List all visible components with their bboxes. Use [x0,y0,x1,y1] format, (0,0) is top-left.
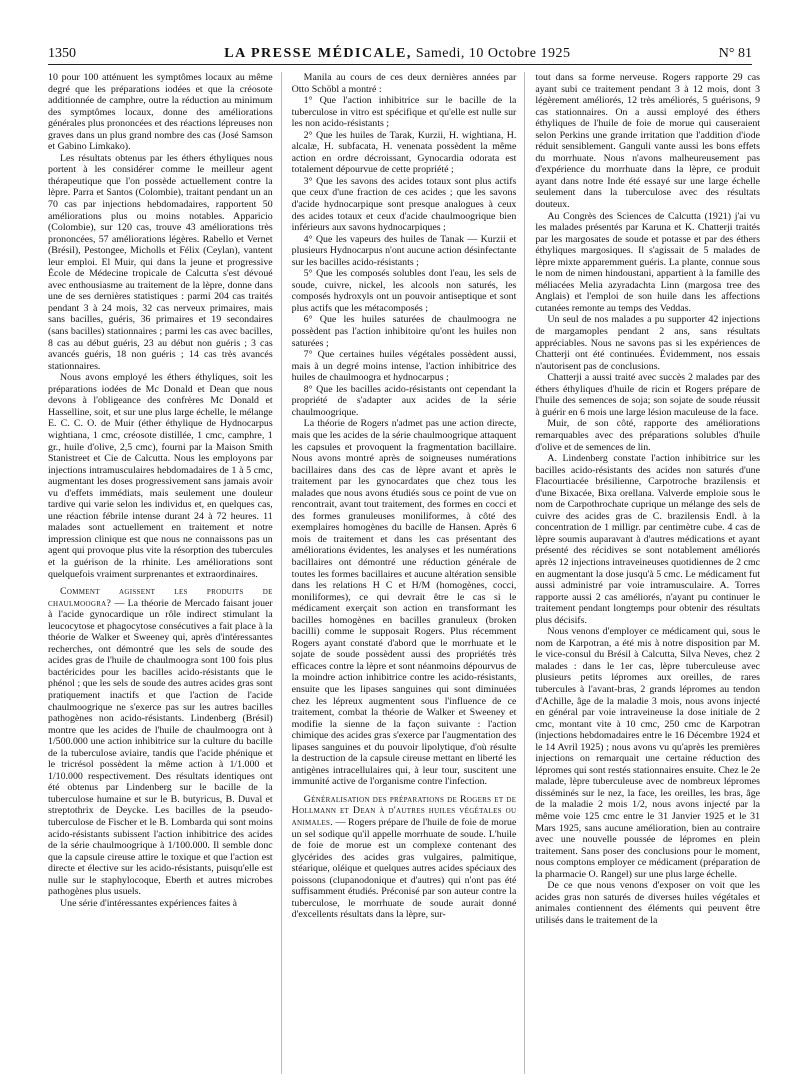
list-item: 8° Que les bacilles acido-résistants ont cependant la propriété de s'adapter aux acides de la série chaulmoogrique. [291,383,517,418]
article-columns [48,72,760,1074]
journal-header [224,46,570,62]
list-item: 3° Que les savons des acides totaux sont plus actifs que ceux d'une fraction de ces acides ; que les savons d'acide hydnocarpique sont presque analogues à ceux des acides totaux et ceux d'acide chaulmoogrique bien inférieurs aux savons hydnocarpiques ; [291,175,517,234]
section-heading: Comment agissent les produits de chaulmoogra? [48,586,273,609]
paragraph: La théorie de Mercado faisant jouer à l'acide gynocardique un rôle indirect stimulant la leucocytose et phagocytose consécutives a fait place à la théorie de Walker et Sweeney qui, après d'intéressantes recherches, ont démontré que les sels de soude des acides gras de l'huile de chaulmoogra sont 100 fois plus bactéricides pour les bacilles acido-résistants que le phénol ; que les sels de soude des autres acides gras sont pratiquement inactifs et que l'action de l'acide chaulmoogrique ne s'exerce pas sur les autres bacilles pathogènes non acido-résistants. Lindenberg (Brésil) montre que les acides de l'huile de chaulmoogra ont à 1/500.000 une action inhibitrice sur la culture du bacille de la tuberculose aviaire, tandis que l'acide phénique et le tricrésol possèdent la même action à 1/1.000 et 1/10.000 respectivement. Des résultats identiques ont été obtenus par Lindenberg sur le bacille de la tuberculose humaine et sur le B. butyricus, B. Duval et streptothrix de Deycke. Les bacilles de la pseudo-tuberculose de Fischer et le B. Lombarda qui sont moins acido-résistants subissent l'action inhibitrice des acides de la série chaulmoogrique à 1/100.000. Il semble donc que la capsule cireuse attire le toxique et que l'action est directe et élective sur les acido-résistants, puisqu'elle est nulle sur le staphylocoque, Eberth et autres microbes pathogènes plus usuels. [48,597,273,898]
paragraph: Nous avons employé les éthers éthyliques, soit les préparations iodées de Mc Donald et Dean que nous devons à l'obligeance des confrères Mc Donald et Hasselline, soit, et sur une plus large échelle, le mélange E. C. C. O. de Muir (éther éthylique de Hydnocarpus wightiana, 1 cmc, créosote distillée, 1 cmc, camphre, 1 gr., huile d'olive, 2,5 cmc), fourni par la Maison Smith Stanistreet et Cie de Calcutta. Nous les employons par injections intramusculaires hebdomadaires de 1 à 5 cmc, augmentant les doses progressivement sans jamais avoir vu d'effets immédiats, mais seulement une douleur tardive qui varie selon les individus et, en quelques cas, une réaction fébrile intense durant 24 à 72 heures. 11 malades sont actuellement en traitement et notre impression clinique est que nous ne connaissons pas un agent qui provoque plus vite la résorption des tubercules et la guérison de la rhinite. Les améliorations sont quelquefois vraiment surprenantes et extraordinaires. [48,372,273,580]
paragraph: De ce que nous venons d'exposer on voit que les acides gras non saturés de diverses huiles végétales et animales contiennent des éléments qui peuvent être utilisés dans le traitement de la [535,880,761,926]
paragraph: Muir, de son côté, rapporte des améliorations remarquables avec des préparations solubles d'huile d'olive et de semences de lin. [535,418,761,453]
list-item: 5° Que les composés solubles dont l'eau, les sels de soude, cuivre, nickel, les alcools non saturés, les composés hydroxyls ont un pouvoir antiseptique et sont plus actifs que les métacomposés ; [291,268,517,314]
page-number: 1350 [48,46,76,61]
paragraph: tout dans sa forme nerveuse. Rogers rapporte 29 cas ayant subi ce traitement pendant 3 à 12 mois, dont 3 légèrement améliorés, 12 très améliorés, 5 guérisons, 9 cas stationnaires. On a aussi employé des éthers éthyliques de l'huile de foie de morue qui causeraient selon Perkins une grande irritation que l'addition d'iode réduit sensiblement. Ganguli vante aussi les bons effets du morrhuate. Nous n'avons malheureusement pas d'expérience du morrhuate dans la lèpre, ce produit ayant dans notre Inde été essayé sur une large échelle seulement dans la tuberculose avec des résultats douteux. [535,72,761,211]
paragraph: Un seul de nos malades a pu supporter 42 injections de margamoples pendant 2 ans, sans résultats appréciables. Nous ne savons pas si les expériences de Chatterji ont été continuées. Évidemment, nos essais n'autorisent pas de conclusions. [535,314,761,372]
issue-date: Samedi, 10 Octobre 1925 [415,46,571,61]
column-2 [292,72,526,1074]
paragraph: Une série d'intéressantes expériences faites à [60,897,237,909]
column-3 [535,72,760,1074]
list-item: 6° Que les huiles saturées de chaulmoogra ne possèdent pas l'action inhibitoire qu'ont les huiles non saturées ; [291,314,517,349]
paragraph: Chatterji a aussi traité avec succès 2 malades par des éthers éthyliques d'huile de ricin et Rogers prépare de l'huile des semences de soja; son sojate de soude réussit à guérir en 6 mois une large lésion maculeuse de la face. [535,372,761,418]
list-item: 1° Que l'action inhibitrice sur le bacille de la tuberculose in vitro est spécifique et qu'elle est nulle sur les non acido-résistants ; [291,95,517,130]
paragraph: Manila au cours de ces deux dernières années par Otto Schöbl a montré : [291,72,517,95]
issue-number: N° 81 [718,46,752,61]
journal-title: LA PRESSE MÉDICALE, [224,46,412,61]
section-heading: Généralisation des préparations de Rogers et de Hollmann et Dean à d'autres huiles végétales ou animales. [291,793,517,828]
paragraph: Nous venons d'employer ce médicament qui, sous le nom de Karpotran, a été mis à notre disposition par M. le vice-consul du Brésil à Calcutta, Silva Neves, chez 2 malades : dans le 1er cas, lèpre tuberculeuse avec plusieurs petits lépromes aux oreilles, de rares tubercules à l'avant-bras, 2 grands lépromes au tendon d'Achille, âge de la maladie 3 mois, nous avons injecté en général par voie intraveineuse la dose initiale de 2 cmc, montant vite à 10 cmc, 250 cmc de Karpotran (injections hebdomadaires entre le 16 Décembre 1924 et le 14 Avril 1925) ; nous avons vu qu'après les premières injections on remarquait une certaine réduction des lépromes qui sont restés stationnaires ensuite. Chez le 2e malade, lèpre tuberculeuse avec de nombreux lépromes disséminés sur le nez, la face, les oreilles, les bras, âge de la maladie 2 mois 1/2, nous avons injecté par la même voie 125 cmc entre le 31 Janvier 1925 et le 31 Mars 1925, sans aucune amélioration, bien au contraire avec une nouvelle poussée de lépromes en plein traitement. Sans poser des conclusions pour le moment, nous comptons employer ce médicament (préparation de la pharmacie O. Rangel) sur une plus large échelle. [535,626,761,880]
paragraph: A. Lindenberg constate l'action inhibitrice sur les bacilles acido-résistants des acides non saturés d'une Flacourtiacée brésilienne, Carpotroche brazilensis et d'une Bixacée, Bixa orellana. Valverde emploie sous le nom de Carpothrochate cuprique un mélange des sels de cuivre des acides gras de C. brazilensis Endl. à la concentration de 1 milligr. par centimètre cube. 4 cas de lèpre soumis auparavant à d'autres médications et ayant présenté des récidives se sont notablement améliorés après 12 injections intraveineuses quotidiennes de 2 cmc en augmentant la dose jusqu'à 5 cmc. Le médicament fut aussi administré par voie intramusculaire. A. Torres rapporte aussi 2 cas améliorés, n'ayant pu continuer le traitement pendant longtemps pour obtenir des résultats plus décisifs. [535,453,761,626]
page-header [48,40,752,65]
list-item: 4° Que les vapeurs des huiles de Tanak — Kurzii et plusieurs Hydnocarpus n'ont aucune action désinfectante sur les bacilles acido-résistants ; [291,233,517,268]
column-1: 10 pour 100 atténuent les symptômes locaux au même degré que les préparations iodées et que la créosote additionnée de camphre, outre la réduction au minimum des symptômes locaux, donne des améliorations générales plus prononcées et des réactions lépreuses non graves dans un plus grand nombre des cas (José Samson et Gabino Limkako). Les résultats obtenus par les éthers éthyliques nous portent à les considérer comme le meilleur agent thérapeutique que l'on possède actuellement contre la lèpre. Parra et Santos (Colombie), traitant pendant un an 70 cas par injections hebdomadaires, rapportent 50 améliorations plus ou moins notables. Apparicio (Colombie), sur 120 cas, trouve 43 améliorations très prononcées, 57 améliorations légères. Rabello et Vernet (Brésil), Pestongee, Micholls et Félix (Ceylan), vantent leur emploi. El Muir, qui dans la jeune et progressive École de Médecine tropicale de Calcutta s'est dévoué avec enthousiasme au traitement de la lèpre, donne dans une de ses dernières statistiques : parmi 204 cas traités pendant 3 à 24 mois, 32 cas nerveux primaires, mais sans bacilles, guéris, 36 primaires et 19 secondaires (sans bacilles) stationnaires ; parmi les cas avec bacilles, 8 cas au début guéris, 23 au début non guéris ; 3 cas avancés guéris, 18 non guéris ; 14 cas très avancés stationnaires. Nous avons employé les éthers éthyliques, soit les préparations iodées de Mc Donald et Dean que nous devons à l'obligeance des confrères Mc Donald et Hasselline, soit, et sur une plus large échelle, le mélange E. C. C. O. de Muir (éther éthylique de Hydnocarpus wightiana, 1 cmc, créosote distillée, 1 cmc, camphre, 1 gr., huile d'olive, 2,5 cmc), fourni par la Maison Smith Stanistreet et Cie de Calcutta. Nous les employons par injections intramusculaires hebdomadaires de 1 à 5 cmc, augmentant les doses progressivement sans jamais avoir vu d'effets immédiats, mais seulement une douleur tardive qui varie selon les individus et, en quelques cas, une réaction fébrile intense durant 24 à 72 heures. 11 malades sont actuellement en traitement et notre impression clinique est que nous ne connaissons pas un agent qui provoque plus vite la résorption des tubercules et la guérison de la rhinite. Les améliorations sont quelquefois vraiment surprenantes et extraordinaires. Comment agissent les produits de chaulmoogra? — La théorie de Mercado faisant jouer à l'acide gynocardique un rôle indirect stimulant la leucocytose et phagocytose consécutives a fait place à la théorie de Walker et Sweeney qui, après d'intéressantes recherches, ont démontré que les sels de soude des acides gras de l'huile de chaulmoogra sont 100 fois plus bactéricides pour les bacilles acido-résistants que le phénol ; que les sels de soude des autres acides gras sont pratiquement inactifs et que l'action de l'acide chaulmoogrique ne s'exerce pas sur les autres bacilles pathogènes non acido-résistants. Lindenberg (Brésil) montre que les acides de l'huile de chaulmoogra ont à 1/500.000 une action inhibitrice sur la culture du bacille de la tuberculose aviaire, tandis que l'acide phénique et le tricrésol possèdent la même action à 1/1.000 et 1/10.000 respectivement. Des résultats identiques ont été obtenus par Lindenberg sur le bacille de la tuberculose humaine et sur le B. butyricus, B. Duval et streptothrix de Deycke. Les bacilles de la pseudo-tuberculose de Fischer et le B. Lombarda qui sont moins acido-résistants subissent l'action inhibitrice des acides de la série chaulmoogrique à 1/100.000. Il semble donc que la capsule cireuse attire le toxique et que l'action est directe et élective sur les acido-résistants, puisqu'elle est nulle sur le staphylocoque, Eberth et autres microbes pathogènes plus usuels. Une série d'intéressantes expériences faites à [48,72,282,1074]
paragraph: — Rogers prépare de l'huile de foie de morue un sel sodique qu'il appelle morrhuate de soude. L'huile de foie de morue est un complexe contenant des glycérides des acides gras vulgaires, palmitique, stéarique, oléique et quelques autres acides spéciaux des poissons (clupanodonique et d'autres) qui n'ont pas été suffisamment étudiés. Préconisé par son auteur contre la tuberculose, le morrhuate de soude aurait donné d'excellents résultats dans la lèpre, sur- [291,817,517,921]
list-item: 2° Que les huiles de Tarak, Kurzii, H. wightiana, H. alcalæ, H. subfacata, H. venenata possèdent la même action en ordre décroissant, Gynocardia odorata est totalement dépourvue de cette propriété ; [291,129,517,176]
paragraph: La théorie de Rogers n'admet pas une action directe, mais que les acides de la série chaulmoogrique attaquent les capsules et provoquent la fragmentation bacillaire. Nous avons montré après de soigneuses numérations bacillaires dans des cas de lèpre avant et après le traitement par les gynocardates que chez tous les malades que nous avons étudiés sous ce point de vue on rencontrait, avant tout traitement, des formes en cocci et des formes granuleuses moniliformes, à côté des exemplaires homogènes du bacille de Hansen. Après 6 mois de traitement et dans les cas présentant des améliorations évidentes, les analyses et les numérations bacillaires ont démontré une réduction générale de toutes les formes bacillaires et aucune altération sensible dans les relations H C et H/M (homogènes, cocci, moniliformes), ce qui devrait être le cas si le médicament exerçait son action en transformant les bacilles homogènes en bacilles granuleux (broken bacilli) comme le supposait Rogers. Plus récemment Rogers ayant constaté d'abord que le morrhuate et le sojate de soude possèdent aussi des propriétés très efficaces contre la lèpre et sont néanmoins dépourvus de la moindre action inhibitrice contre les acido-résistants, ensuite que les lipases sanguines qui sont diminuées chez les lépreux augmentent sous l'influence de ce traitement, combat la théorie de Walker et Sweeney et modifie la sienne de la façon suivante : l'action chimique des acides gras s'exerce par l'augmentation des lipases sanguines et du pouvoir lipolytique, d'où résulte la destruction de la capsule cireuse mettant en liberté les antigènes intracellulaires qui, à leur tour, suscitent une immunité active de l'organisme contre l'infection. [291,418,517,788]
paragraph: Les résultats obtenus par les éthers éthyliques nous portent à les considérer comme le meilleur agent thérapeutique que l'on possède actuellement contre la lèpre. Parra et Santos (Colombie), traitant pendant un an 70 cas par injections hebdomadaires, rapportent 50 améliorations plus ou moins notables. Apparicio (Colombie), sur 120 cas, trouve 43 améliorations très prononcées, 57 améliorations légères. Rabello et Vernet (Brésil), Pestongee, Micholls et Félix (Ceylan), vantent leur emploi. El Muir, qui dans la jeune et progressive École de Médecine tropicale de Calcutta s'est dévoué avec enthousiasme au traitement de la lèpre, donne dans une de ses dernières statistiques : parmi 204 cas traités pendant 3 à 24 mois, 32 cas nerveux primaires, mais sans bacilles, guéris, 36 primaires et 19 secondaires (sans bacilles) stationnaires ; parmi les cas avec bacilles, 8 cas au début guéris, 23 au début non guéris ; 3 cas avancés guéris, 18 non guéris ; 14 cas très avancés stationnaires. [48,152,273,372]
paragraph: Au Congrès des Sciences de Calcutta (1921) j'ai vu les malades présentés par Karuna et K. Chatterji traités par les margosates de soude et potasse et par des éthers éthyliques margosiques. Il s'agissait de 5 malades de lèpre mixte apparemment guéris. La plante, connue sous le nom de nimen hindoustani, appartient à la famille des méliacées Melia azyradachta Linn (margosa tree des Anglais) et l'emploi de son huile dans les affections cutanées remonte au temps des Veddas. [535,210,761,314]
list-item: 7° Que certaines huiles végétales possèdent aussi, mais à un degré moins intense, l'action inhibitrice des huiles de chaulmoogra et hydnocarpus ; [291,349,517,384]
paragraph: 10 pour 100 atténuent les symptômes locaux au même degré que les préparations iodées et que la créosote additionnée de camphre, outre la réduction au minimum des symptômes locaux, donne des améliorations générales plus prononcées et des réactions lépreuses non graves dans un plus grand nombre des cas (José Samson et Gabino Limkako). [48,72,273,153]
